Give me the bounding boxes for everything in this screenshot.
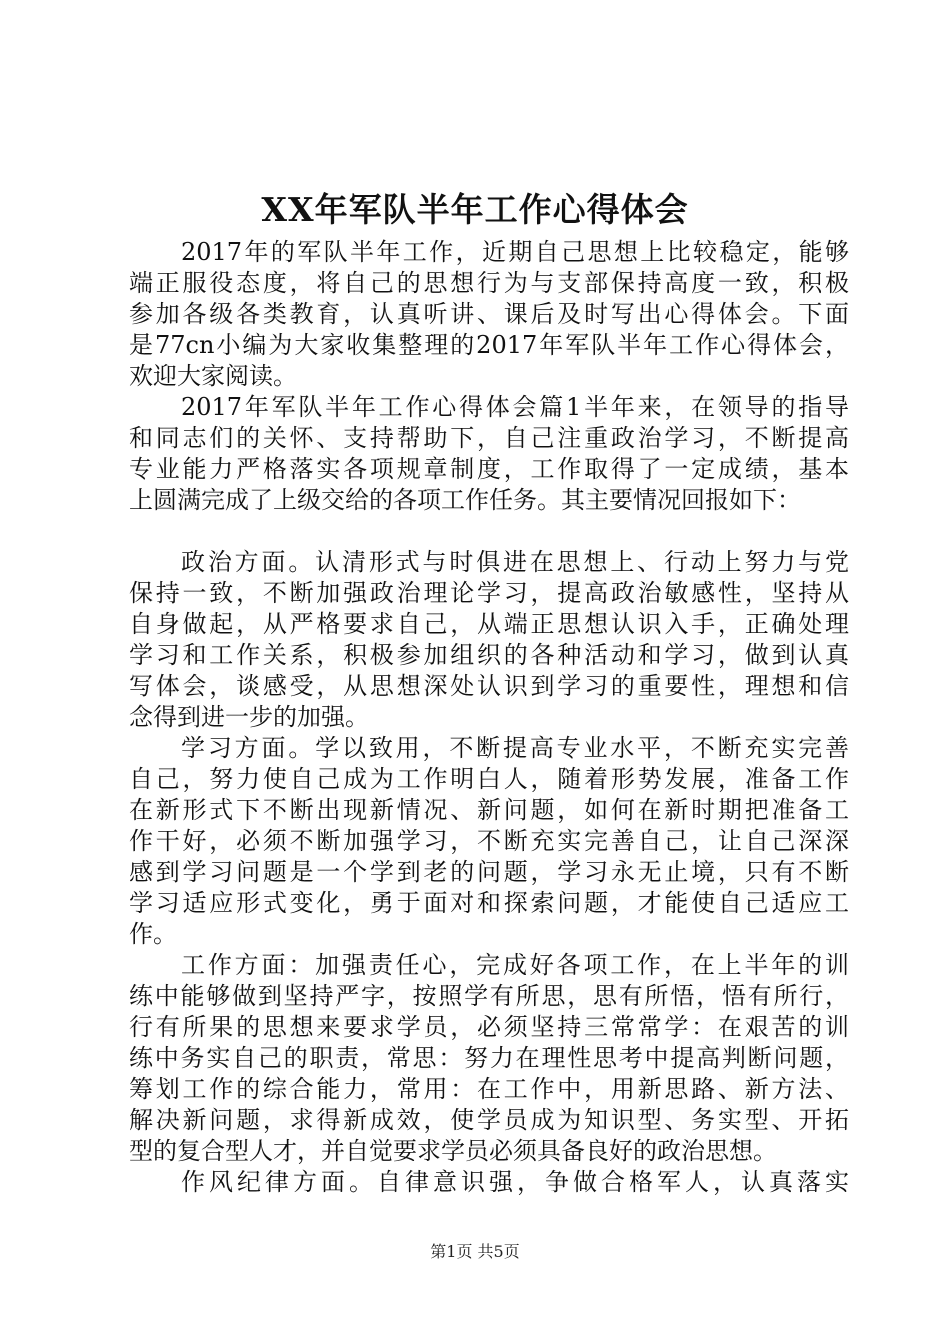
text-line: 学习适应形式变化，勇于面对和探索问题，才能使自己适应工 [129, 889, 849, 917]
text-line: 作。 [129, 920, 177, 948]
text-line: 和同志们的关怀、支持帮助下，自己注重政治学习，不断提高 [129, 424, 849, 452]
text-line: 在新形式下不断出现新情况、新问题，如何在新时期把准备工 [129, 796, 849, 824]
document-title: XX年军队半年工作心得体会 [261, 190, 689, 229]
document-body [129, 237, 849, 1198]
text-line: 感到学习问题是一个学到老的问题，学习永无止境，只有不断 [129, 858, 849, 886]
text-line: 上圆满完成了上级交给的各项工作任务。其主要情况回报如下： [129, 486, 801, 514]
text-line: 工作方面：加强责任心，完成好各项工作，在上半年的训 [181, 951, 849, 979]
text-line: 练中务实自己的职责，常思：努力在理性思考中提高判断问题， [129, 1044, 849, 1072]
text-line: 自身做起，从严格要求自己，从端正思想认识入手，正确处理 [129, 610, 849, 638]
text-line: 是77cn小编为大家收集整理的2017年军队半年工作心得体会， [129, 331, 849, 359]
text-line: 筹划工作的综合能力，常用：在工作中，用新思路、新方法、 [129, 1075, 849, 1103]
page-footer: 第1页 共5页 [430, 1242, 520, 1261]
text-line: 保持一致，不断加强政治理论学习，提高政治敏感性，坚持从 [129, 579, 849, 607]
text-line: 欢迎大家阅读。 [129, 362, 297, 390]
text-line: 学习方面。学以致用，不断提高专业水平，不断充实完善 [181, 734, 849, 762]
text-line: 学习和工作关系，积极参加组织的各种活动和学习，做到认真 [129, 641, 849, 669]
text-line: 2017年的军队半年工作，近期自己思想上比较稳定，能够 [181, 238, 849, 266]
text-line: 练中能够做到坚持严字，按照学有所思，思有所悟，悟有所行， [129, 982, 849, 1010]
blank-line [129, 516, 849, 547]
text-line: 自己，努力使自己成为工作明白人，随着形势发展，准备工作 [129, 765, 849, 793]
text-line: 解决新问题，求得新成效，使学员成为知识型、务实型、开拓 [129, 1106, 849, 1134]
text-line: 端正服役态度，将自己的思想行为与支部保持高度一致，积极 [129, 269, 849, 297]
text-line: 作干好，必须不断加强学习，不断充实完善自己，让自己深深 [129, 827, 849, 855]
text-line: 作风纪律方面。自律意识强，争做合格军人，认真落实 [181, 1168, 849, 1196]
text-line: 2017年军队半年工作心得体会篇1半年来，在领导的指导 [181, 393, 849, 421]
text-line: 参加各级各类教育，认真听讲、课后及时写出心得体会。下面 [129, 300, 849, 328]
text-line: 专业能力严格落实各项规章制度，工作取得了一定成绩，基本 [129, 455, 849, 483]
text-line: 行有所果的思想来要求学员，必须坚持三常常学：在艰苦的训 [129, 1013, 849, 1041]
text-line: 型的复合型人才，并自觉要求学员必须具备良好的政治思想。 [129, 1137, 777, 1165]
text-line: 政治方面。认清形式与时俱进在思想上、行动上努力与党 [181, 548, 849, 576]
text-line: 写体会，谈感受，从思想深处认识到学习的重要性，理想和信 [129, 672, 849, 700]
text-line: 念得到进一步的加强。 [129, 703, 369, 731]
